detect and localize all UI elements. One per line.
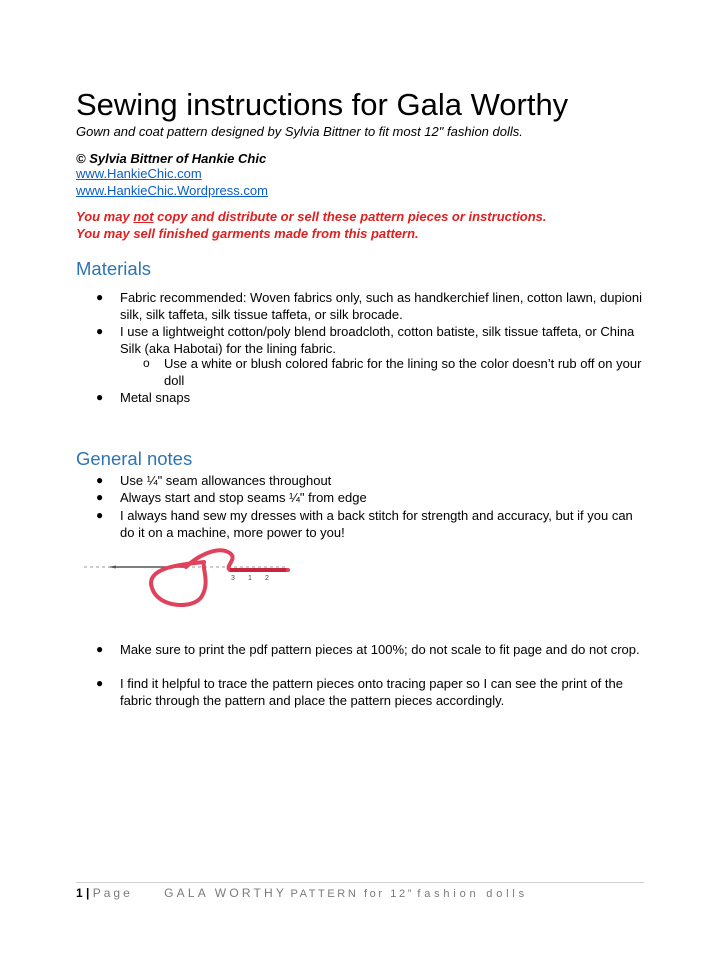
bullet-icon: ● xyxy=(96,390,104,404)
page-number: 1 xyxy=(76,886,83,900)
page-footer xyxy=(76,886,528,900)
notes-item: Make sure to print the pdf pattern pieces at 100%; do not scale to fit page and do not crop. xyxy=(120,642,640,657)
warning-pre: You may xyxy=(76,209,134,224)
materials-item: Fabric recommended: Woven fabrics only, such as handkerchief linen, cotton lawn, dupioni silk, silk taffeta, silk tissue taffeta, or silk brocade. xyxy=(120,290,642,322)
bullet-icon: ● xyxy=(96,490,104,504)
website-link[interactable]: www.HankieChic.com xyxy=(76,166,202,181)
materials-item: Metal snaps xyxy=(120,390,191,405)
footer-separator: | xyxy=(86,886,90,900)
bullet-icon: ● xyxy=(96,473,104,487)
stitch-row xyxy=(230,568,286,572)
stitch-label-3: 3 xyxy=(231,575,235,582)
general-notes-heading: General notes xyxy=(76,448,193,469)
bullet-icon: ● xyxy=(96,290,104,304)
thread-loop xyxy=(151,562,206,605)
needle-tip xyxy=(108,566,116,569)
footer-rule xyxy=(76,882,644,883)
footer-title-main: GALA WORTHY xyxy=(164,886,288,900)
notes-item: Use ¼" seam allowances throughout xyxy=(120,473,332,488)
stitch-label-1: 1 xyxy=(248,575,252,582)
copyright-line: © Sylvia Bittner of Hankie Chic xyxy=(76,151,267,166)
bullet-icon: ● xyxy=(96,508,104,522)
page-title: Sewing instructions for Gala Worthy xyxy=(76,87,569,122)
materials-item: I use a lightweight cotton/poly blend broadcloth, cotton batiste, silk tissue taffeta, or China Silk (aka Habotai) for the lining fabric. xyxy=(120,324,635,356)
footer-title-dolls: fashion dolls xyxy=(417,888,528,900)
notes-item: Always start and stop seams ¼" from edge xyxy=(120,490,367,505)
bullet-icon: ● xyxy=(96,324,104,338)
bullet-icon: ● xyxy=(96,676,104,690)
notes-item: I always hand sew my dresses with a back stitch for strength and accuracy, but if you can do it on a machine, more power to you! xyxy=(120,508,633,540)
blog-link[interactable]: www.HankieChic.Wordpress.com xyxy=(76,183,268,198)
subtitle: Gown and coat pattern designed by Sylvia Bittner to fit most 12" fashion dolls. xyxy=(76,124,523,139)
sub-bullet-icon: o xyxy=(143,356,150,370)
materials-sub-item: Use a white or blush colored fabric for the lining so the color doesn’t rub off on your doll xyxy=(164,356,642,388)
warning-emphasis: not xyxy=(133,209,154,224)
back-stitch-illustration xyxy=(66,540,291,616)
page-label: Page xyxy=(92,886,133,900)
footer-title-pattern: PATTERN for 12 xyxy=(290,888,408,900)
bullet-icon: ● xyxy=(96,642,104,656)
materials-heading: Materials xyxy=(76,258,152,279)
footer-quote: ” xyxy=(407,888,415,900)
stitch-label-2: 2 xyxy=(265,575,269,582)
warning-line-2: You may sell finished garments made from this pattern. xyxy=(76,226,419,241)
warning-post: copy and distribute or sell these pattern pieces or instructions. xyxy=(153,209,547,224)
notes-item: I find it helpful to trace the pattern pieces onto tracing paper so I can see the print of the fabric through the pattern and place the pattern pieces accordingly. xyxy=(120,676,623,708)
warning-line-1 xyxy=(76,209,547,224)
